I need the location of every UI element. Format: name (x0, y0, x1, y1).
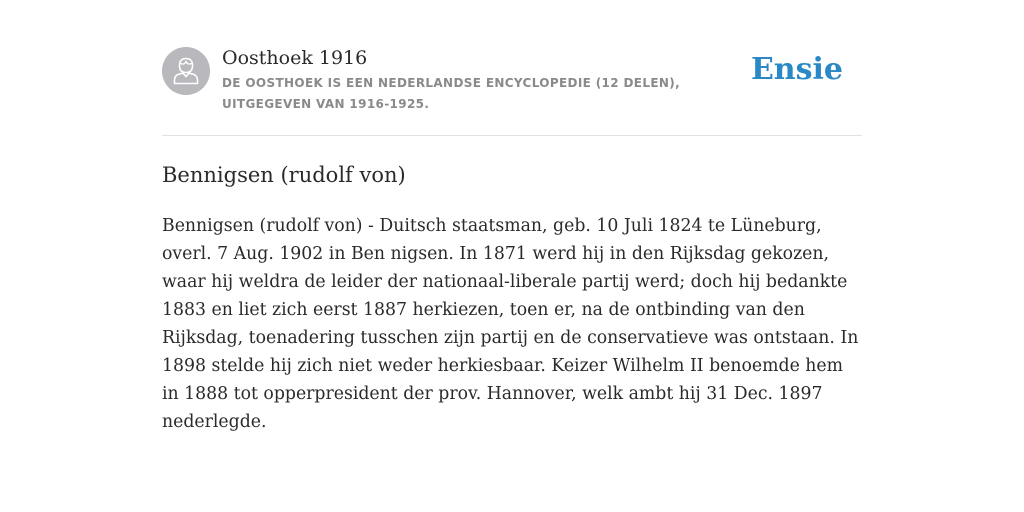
source-title[interactable]: Oosthoek 1916 (222, 47, 368, 69)
entry-body: Bennigsen (rudolf von) - Duitsch staatsman, geb. 10 Juli 1824 te Lüneburg, overl. 7 Aug. 1902 in Ben nigsen. In 1871 werd hij in den Rijksdag gekozen, waar hij weldra de leider der nationaal-liberale partij werd; doch hij bedankte 1883 en liet zich eerst 1887 herkiezen, toen er, na de ontbinding van den Rijksdag, toenadering tusschen zijn partij en de conservatieve was ontstaan. In 1898 stelde hij zich niet weder herkiesbaar. Keizer Wilhelm II benoemde hem in 1888 tot opperpresident der prov. Hannover, welk ambt hij 31 Dec. 1897 nederlegde. (162, 216, 859, 432)
entry-title: Bennigsen (rudolf von) (162, 163, 406, 187)
source-description: DE OOSTHOEK IS EEN NEDERLANDSE ENCYCLOPEDIE (12 DELEN), UITGEGEVEN VAN 1916-1925. (222, 76, 681, 111)
source-header (162, 46, 862, 136)
ensie-logo-link[interactable]: Ensie (750, 52, 843, 87)
user-icon (162, 47, 210, 95)
source-avatar[interactable] (162, 47, 210, 95)
